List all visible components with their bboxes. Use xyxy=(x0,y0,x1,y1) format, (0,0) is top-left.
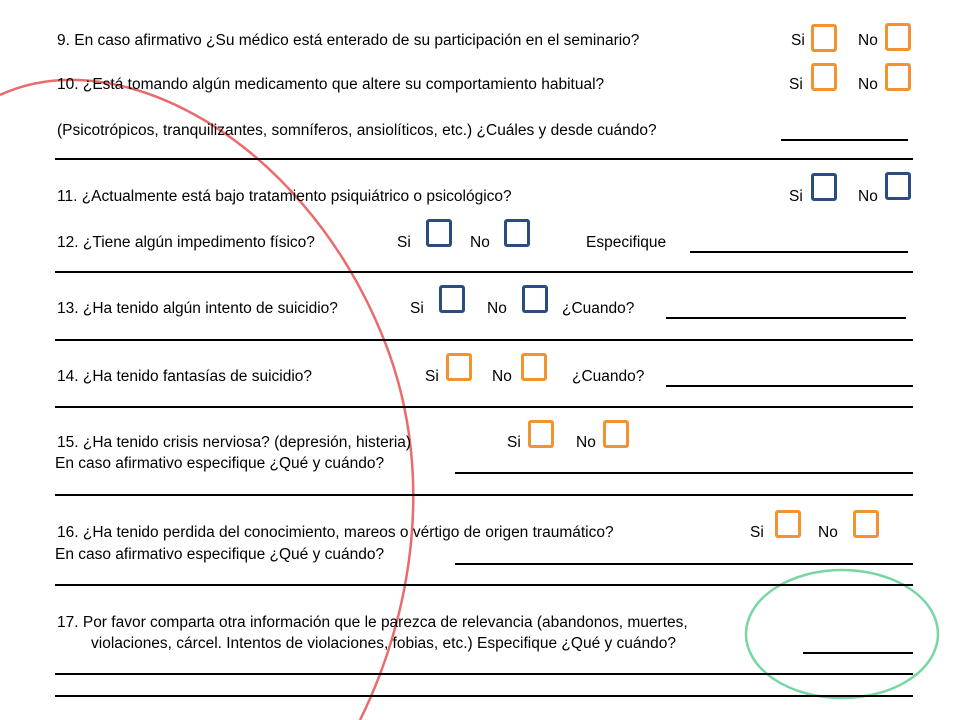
q12-no-label: No xyxy=(470,234,490,251)
q10-answer-line[interactable] xyxy=(781,139,908,141)
q14-answer-line[interactable] xyxy=(666,385,913,387)
q10-no-label: No xyxy=(858,76,878,93)
q14-si-checkbox[interactable] xyxy=(446,353,472,381)
q10-no-checkbox[interactable] xyxy=(885,63,911,91)
q13-no-label: No xyxy=(487,300,507,317)
q14-si-label: Si xyxy=(425,368,439,385)
q16-answer-line[interactable] xyxy=(455,563,913,565)
q13-when-label: ¿Cuando? xyxy=(562,300,635,317)
q11-no-checkbox[interactable] xyxy=(885,172,911,200)
q9-si-checkbox[interactable] xyxy=(811,24,837,52)
question-14: 14. ¿Ha tenido fantasías de suicidio? xyxy=(57,368,313,385)
q16-answer-line-2[interactable] xyxy=(55,584,913,586)
q16-si-label: Si xyxy=(750,524,764,541)
q16-si-checkbox[interactable] xyxy=(775,510,801,538)
question-13: 13. ¿Ha tenido algún intento de suicidio? xyxy=(57,300,338,317)
question-17: 17. Por favor comparta otra información que le parezca de relevancia (abandonos, muertes, xyxy=(57,614,688,631)
q9-si-label: Si xyxy=(791,32,805,49)
q17-answer-line-3[interactable] xyxy=(55,695,913,697)
q13-si-checkbox[interactable] xyxy=(439,285,465,313)
q15-answer-line[interactable] xyxy=(455,472,913,474)
question-15-detail: En caso afirmativo especifique ¿Qué y cuándo? xyxy=(55,455,385,472)
question-15: 15. ¿Ha tenido crisis nerviosa? (depresión, histeria) xyxy=(57,434,412,451)
q12-answer-line-2[interactable] xyxy=(55,271,913,273)
q13-si-label: Si xyxy=(410,300,424,317)
q11-si-label: Si xyxy=(789,188,803,205)
q16-no-checkbox[interactable] xyxy=(853,510,879,538)
q10-si-label: Si xyxy=(789,76,803,93)
q17-answer-line[interactable] xyxy=(803,652,913,654)
question-10-detail: (Psicotrópicos, tranquilizantes, somníferos, ansiolíticos, etc.) ¿Cuáles y desde cuándo? xyxy=(57,122,657,139)
question-10: 10. ¿Está tomando algún medicamento que altere su comportamiento habitual? xyxy=(57,76,605,93)
question-11: 11. ¿Actualmente está bajo tratamiento psiquiátrico o psicológico? xyxy=(57,188,512,205)
q11-si-checkbox[interactable] xyxy=(811,173,837,201)
q16-no-label: No xyxy=(818,524,838,541)
green-circle xyxy=(746,570,938,698)
q13-answer-line[interactable] xyxy=(666,317,906,319)
q10-si-checkbox[interactable] xyxy=(811,63,837,91)
q13-answer-line-2[interactable] xyxy=(55,339,913,341)
question-16: 16. ¿Ha tenido perdida del conocimiento, mareos o vértigo de origen traumático? xyxy=(57,524,614,541)
question-17-line2: violaciones, cárcel. Intentos de violaciones, fobias, etc.) Especifique ¿Qué y cuándo? xyxy=(91,635,677,652)
q14-no-label: No xyxy=(492,368,512,385)
q15-si-label: Si xyxy=(507,434,521,451)
question-12: 12. ¿Tiene algún impedimento físico? xyxy=(57,234,315,251)
q15-answer-line-2[interactable] xyxy=(55,494,913,496)
q14-when-label: ¿Cuando? xyxy=(572,368,645,385)
q12-si-label: Si xyxy=(397,234,411,251)
q17-answer-line-2[interactable] xyxy=(55,673,913,675)
q12-specify-label: Especifique xyxy=(586,234,667,251)
q11-no-label: No xyxy=(858,188,878,205)
q14-answer-line-2[interactable] xyxy=(55,406,913,408)
q9-no-label: No xyxy=(858,32,878,49)
q15-no-label: No xyxy=(576,434,596,451)
q15-si-checkbox[interactable] xyxy=(528,420,554,448)
q15-no-checkbox[interactable] xyxy=(603,420,629,448)
question-9: 9. En caso afirmativo ¿Su médico está enterado de su participación en el seminario? xyxy=(57,32,640,49)
q12-si-checkbox[interactable] xyxy=(426,219,452,247)
q14-no-checkbox[interactable] xyxy=(521,353,547,381)
q12-answer-line[interactable] xyxy=(690,251,908,253)
question-16-detail: En caso afirmativo especifique ¿Qué y cuándo? xyxy=(55,546,385,563)
q9-no-checkbox[interactable] xyxy=(885,23,911,51)
q12-no-checkbox[interactable] xyxy=(504,219,530,247)
q13-no-checkbox[interactable] xyxy=(522,285,548,313)
q10-answer-line-2[interactable] xyxy=(55,158,913,160)
